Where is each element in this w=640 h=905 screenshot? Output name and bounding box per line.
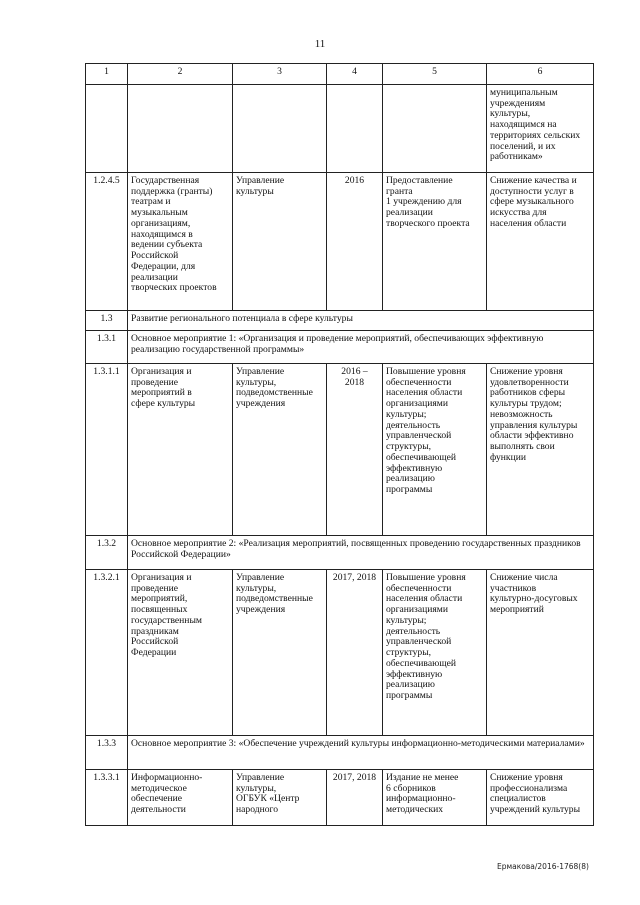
cell-result: Издание не менее 6 сборников информационно- методических bbox=[383, 770, 487, 826]
cell-id: 1.3.1 bbox=[86, 331, 128, 364]
cell-name: Организация и проведение мероприятий, посвященных государственным праздникам Российской Федерации bbox=[128, 570, 233, 736]
column-header: 3 bbox=[233, 64, 327, 85]
cell-id: 1.3 bbox=[86, 311, 128, 331]
column-header: 2 bbox=[128, 64, 233, 85]
cell-effect: Снижение числа участников культурно-досуговых мероприятий bbox=[487, 570, 594, 736]
cell-result bbox=[383, 85, 487, 173]
cell-id: 1.2.4.5 bbox=[86, 173, 128, 311]
cell-executor: Управление культуры, ОГБУК «Центр народного bbox=[233, 770, 327, 826]
page-number: 11 bbox=[314, 38, 326, 50]
cell-text: Развитие регионального потенциала в сфере культуры bbox=[128, 311, 594, 331]
cell-id: 1.3.1.1 bbox=[86, 364, 128, 536]
cell-id: 1.3.3.1 bbox=[86, 770, 128, 826]
cell-executor bbox=[233, 85, 327, 173]
cell-executor: Управление культуры, подведомственные учреждения bbox=[233, 364, 327, 536]
cell-text: Основное мероприятие 2: «Реализация мероприятий, посвященных проведению государственных праздников Российской Федерации» bbox=[128, 536, 594, 570]
table-row bbox=[86, 364, 594, 536]
cell-result: Повышение уровня обеспеченности населения области организациями культуры; деятельность управленческой структуры, обеспечивающей эффективную реализацию программы bbox=[383, 364, 487, 536]
cell-effect: Снижение уровня удовлетворенности работников сферы культуры трудом; невозможность управления культуры области эффективно выполнять свои функции bbox=[487, 364, 594, 536]
column-header: 4 bbox=[327, 64, 383, 85]
cell-year: 2017, 2018 bbox=[327, 770, 383, 826]
cell-effect: Снижение качества и доступности услуг в сфере музыкального искусства для населения области bbox=[487, 173, 594, 311]
cell-result: Предоставление гранта 1 учреждению для реализации творческого проекта bbox=[383, 173, 487, 311]
cell-executor: Управление культуры bbox=[233, 173, 327, 311]
cell-year bbox=[327, 85, 383, 173]
cell-result: Повышение уровня обеспеченности населения области организациями культуры; деятельность управленческой структуры, обеспечивающей эффективную реализацию программы bbox=[383, 570, 487, 736]
cell-text: Основное мероприятие 1: «Организация и проведение мероприятий, обеспечивающих эффективную реализацию государственной программы» bbox=[128, 331, 594, 364]
header-row bbox=[86, 64, 594, 85]
measures-table bbox=[85, 63, 594, 826]
document-code: Ермакова/2016-1768(8) bbox=[497, 862, 589, 871]
cell-effect: муниципальным учреждениям культуры, находящимся на территориях сельских поселений, и их работникам» bbox=[487, 85, 594, 173]
cell-executor: Управление культуры, подведомственные учреждения bbox=[233, 570, 327, 736]
table-row bbox=[86, 570, 594, 736]
cell-id: 1.3.3 bbox=[86, 736, 128, 770]
section-row bbox=[86, 536, 594, 570]
column-header: 1 bbox=[86, 64, 128, 85]
section-row bbox=[86, 736, 594, 770]
cell-text: Основное мероприятие 3: «Обеспечение учреждений культуры информационно-методическими материалами» bbox=[128, 736, 594, 770]
table-row bbox=[86, 85, 594, 173]
table-row bbox=[86, 173, 594, 311]
cell-name bbox=[128, 85, 233, 173]
table-body bbox=[86, 64, 594, 826]
section-row bbox=[86, 331, 594, 364]
cell-effect: Снижение уровня профессионализма специалистов учреждений культуры bbox=[487, 770, 594, 826]
table-row bbox=[86, 770, 594, 826]
cell-year: 2016 bbox=[327, 173, 383, 311]
cell-name: Организация и проведение мероприятий в сфере культуры bbox=[128, 364, 233, 536]
cell-year: 2016 – 2018 bbox=[327, 364, 383, 536]
cell-year: 2017, 2018 bbox=[327, 570, 383, 736]
cell-name: Информационно- методическое обеспечение деятельности bbox=[128, 770, 233, 826]
cell-id: 1.3.2 bbox=[86, 536, 128, 570]
cell-id bbox=[86, 85, 128, 173]
column-header: 5 bbox=[383, 64, 487, 85]
column-header: 6 bbox=[487, 64, 594, 85]
section-row bbox=[86, 311, 594, 331]
cell-name: Государственная поддержка (гранты) театрам и музыкальным организациям, находящимся в ведении субъекта Российской Федерации, для реализации творческих проектов bbox=[128, 173, 233, 311]
cell-id: 1.3.2.1 bbox=[86, 570, 128, 736]
